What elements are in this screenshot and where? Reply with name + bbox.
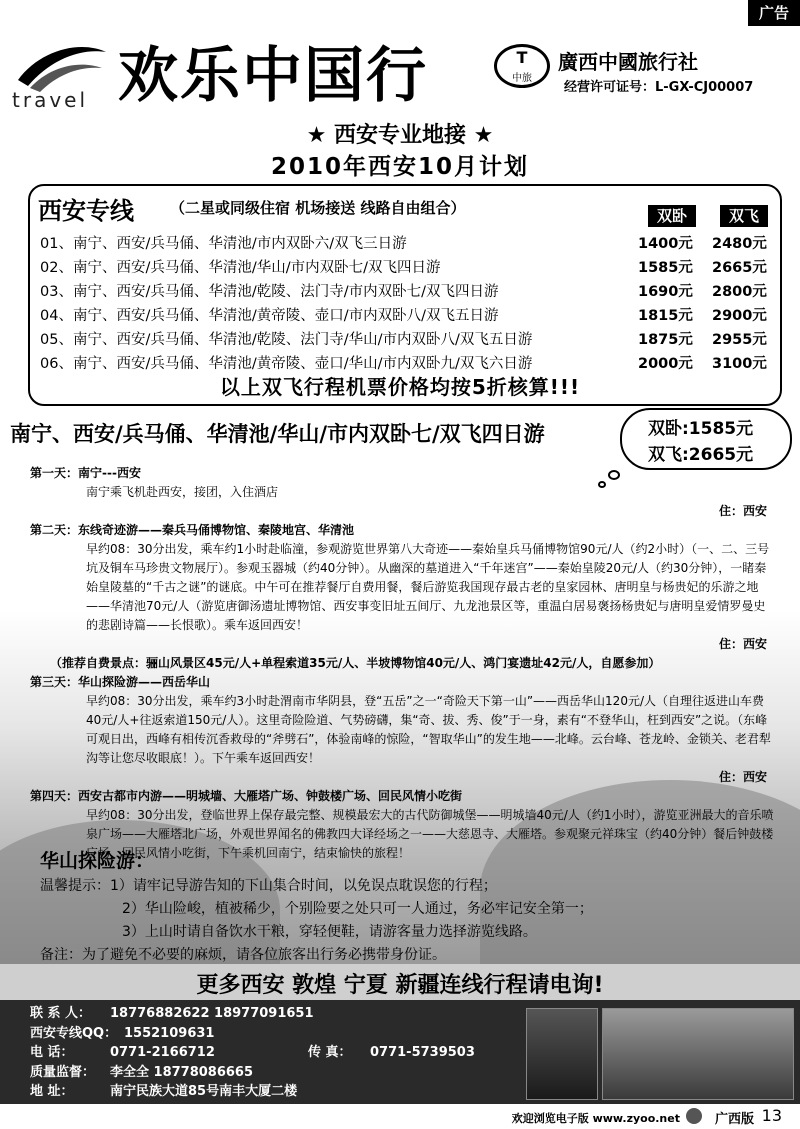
- feature-price-flight: 双飞:2665元: [648, 445, 754, 465]
- price-double-sleeper: 2000元: [638, 356, 693, 372]
- contact-row: [30, 1063, 530, 1083]
- routes-heading: 西安专线: [38, 197, 134, 225]
- day-body: 南宁乘飞机赴西安，接团，入住酒店: [86, 485, 279, 499]
- seal-bottom-text: 中旅: [512, 73, 532, 84]
- agency-seal-icon: [494, 44, 550, 88]
- itinerary: [30, 464, 775, 863]
- route-name: 03、南宁、西安/兵马俑、华清池/乾陵、法门寺/市内双卧七/双飞四日游: [40, 284, 499, 300]
- tip-text: 1）请牢记导游告知的下山集合时间，以免误点耽误您的行程；: [110, 878, 497, 894]
- route-row: [40, 280, 780, 304]
- route-name: 06、南宁、西安/兵马俑、华清池/黄帝陵、壶口/华山/市内双卧九/双飞六日游: [40, 356, 533, 372]
- column-header-double-sleeper: 双卧: [648, 205, 696, 227]
- route-name: 05、南宁、西安/兵马俑、华清池/乾陵、法门寺/华山/市内双卧八/双飞五日游: [40, 332, 533, 348]
- feature-route-title: 南宁、西安/兵马俑、华清池/华山/市内双卧七/双飞四日游: [10, 421, 545, 446]
- route-name: 02、南宁、西安/兵马俑、华清池/华山/市内双卧七/双飞四日游: [40, 260, 441, 276]
- day-stay: 住：西安: [718, 770, 767, 784]
- contact-person-label: 联 系 人：: [30, 1006, 92, 1021]
- tips-label: 温馨提示：: [40, 878, 110, 894]
- contact-row: [30, 1004, 530, 1024]
- day-body: 早约08：30分出发，登临世界上保存最完整、规模最宏大的古代防御城堡——明城墙40元/人（约1小时），游览亚洲最大的音乐喷泉广场——大雁塔北广场，外观世界闻名的佛教四大译经场之一——大慈恩寺、大雁塔。参观聚元祥珠宝（约40分钟）餐后钟鼓楼广场、回民风情小吃街，下午乘机回南宁，结束愉快的旅程！: [86, 808, 774, 860]
- day-body: 早约08：30分出发，乘车约3小时赴渭南市华阴县，登“五岳”之一“奇险天下第一山”——西岳华山120元/人（自理往返进山车费40元/人+往返索道150元/人）。这里奇险险道、气势磅礴，集“奇、拔、秀、俊”于一身，素有“不登华山，枉到西安”之说。（东峰可观日出，西峰有相传沉香救母的“斧劈石”，体验南峰的惊险，“智取华山”的发生地——北峰。云台峰、苍龙岭、金锁关、老君犁沟等让您尽收眼底！）。下午乘车返回西安！: [86, 694, 771, 765]
- tips-title: 华山探险游：: [40, 850, 155, 872]
- seal-top-text: T: [516, 48, 528, 67]
- price-double-flight: 3100元: [712, 356, 767, 372]
- agency-name: 廣西中國旅行社: [558, 50, 698, 74]
- footer-edition: 广西版: [714, 1112, 754, 1127]
- route-row: [40, 304, 780, 328]
- price-double-sleeper: 1585元: [638, 260, 693, 276]
- price-double-sleeper: 1690元: [638, 284, 693, 300]
- qq-label: 西安专线QQ：: [30, 1025, 118, 1041]
- day-body: 早约08：30分出发，乘车约1小时赴临潼，参观游览世界第八大奇迹——秦始皇兵马俑博物馆90元/人（约2小时）（一、二、三号坑及铜车马珍贵文物展厅）。参观玉器城（约40分钟）。从幽深的墓道进入“千年迷宫”——秦始皇陵20元/人（约30分钟），一睹秦始皇陵墓的“千古之谜”的谜底。中午可在推荐餐厅自费用餐，餐后游览我国现存最古老的皇家园林、唐明皇与杨贵妃的乐游之地——华清池70元/人（游览唐御汤遗址博物馆、西安事变旧址五间厅、九龙池景区等，重温白居易褒扬杨贵妃与唐明皇爱情罗曼史的悲剧诗篇——长恨歌）。乘车返回西安！: [86, 542, 770, 632]
- day-heading: 第三天：华山探险游——西岳华山: [30, 675, 211, 689]
- contact-person-value: 18776882622 18977091651: [110, 1006, 314, 1021]
- day-heading: 第二天：东线奇迹游——秦兵马俑博物馆、秦陵地宫、华清池: [30, 523, 355, 537]
- route-name: 04、南宁、西安/兵马俑、华清池/黄帝陵、壶口/市内双卧八/双飞五日游: [40, 308, 499, 324]
- inquiry-banner-text: 更多西安 敦煌 宁夏 新疆连线行程请电询!: [196, 973, 604, 998]
- tip-item: 3）上山时请自备饮水干粮，穿轻便鞋，请游客量力选择游览线路。: [122, 924, 537, 940]
- contact-list: [30, 1004, 530, 1102]
- price-double-sleeper: 1815元: [638, 308, 693, 324]
- route-row: [40, 328, 780, 352]
- day-heading: 第一天：南宁---西安: [30, 466, 141, 480]
- main-title: 欢乐中国行: [118, 41, 428, 111]
- terracotta-warrior-photo: [526, 1008, 598, 1100]
- route-list: [40, 232, 780, 376]
- fax-label: 传 真：: [308, 1045, 352, 1060]
- supervisor-value: 李全全 18778086665: [110, 1064, 254, 1080]
- price-double-flight: 2900元: [712, 308, 767, 324]
- phone-label: 电 话：: [30, 1045, 74, 1060]
- contact-row: [30, 1043, 530, 1063]
- fax-value: 0771-5739503: [370, 1045, 475, 1060]
- day-heading: 第四天：西安古都市内游——明城墙、大雁塔广场、钟鼓楼广场、回民风情小吃街: [30, 789, 463, 803]
- address-label: 地 址：: [30, 1084, 74, 1099]
- route-name: 01、南宁、西安/兵马俑、华清池/市内双卧六/双飞三日游: [40, 236, 407, 252]
- subtitle: ★ 西安专业地接 ★: [306, 123, 494, 148]
- price-double-flight: 2480元: [712, 236, 767, 252]
- route-row: [40, 256, 780, 280]
- tips-section: [40, 850, 760, 967]
- page-number: 13: [761, 1106, 782, 1125]
- plan-title: 2010年西安10月计划: [270, 154, 530, 180]
- contact-row: [30, 1024, 530, 1044]
- qq-value: 1552109631: [124, 1025, 215, 1041]
- ad-tag: 广告: [748, 0, 800, 26]
- day-stay: 住：西安: [718, 637, 767, 651]
- routes-note: （二星或同级住宿 机场接送 线路自由组合）: [170, 199, 466, 217]
- footer: [0, 1104, 800, 1129]
- address-value: 南宁民族大道85号南丰大厦二楼: [110, 1084, 298, 1099]
- tip-item: 2）华山险峻，植被稀少，个别险要之处只可一人通过，务必牢记安全第一；: [122, 901, 593, 917]
- license-number: 经营许可证号：L-GX-CJ00007: [564, 80, 754, 95]
- column-header-double-flight: 双飞: [720, 205, 768, 227]
- travel-wordmark: travel: [12, 88, 89, 112]
- supervisor-label: 质量监督：: [30, 1064, 96, 1080]
- price-double-sleeper: 1400元: [638, 236, 693, 252]
- pavilion-garden-photo: [602, 1008, 794, 1100]
- price-double-sleeper: 1875元: [638, 332, 693, 348]
- contact-row: [30, 1082, 530, 1102]
- day-stay: 住：西安: [718, 504, 767, 518]
- discount-note: 以上双飞行程机票价格均按5折核算!!!: [219, 375, 581, 399]
- route-row: [40, 232, 780, 256]
- tip-item: [40, 875, 760, 898]
- tips-remark: 备注：为了避免不必要的麻烦，请各位旅客出行务必携带身份证。: [40, 947, 446, 963]
- footer-website: 欢迎浏览电子版 www.zyoo.net: [511, 1112, 680, 1125]
- phone-value: 0771-2166712: [110, 1045, 215, 1060]
- price-double-flight: 2955元: [712, 332, 767, 348]
- price-double-flight: 2665元: [712, 260, 767, 276]
- optional-attractions: （推荐自费景点：骊山风景区45元/人+单程索道35元/人、半坡博物馆40元/人、鸿门宴遗址42元/人，自愿参加）: [50, 656, 661, 670]
- feature-price-sleeper: 双卧:1585元: [648, 419, 754, 439]
- price-double-flight: 2800元: [712, 284, 767, 300]
